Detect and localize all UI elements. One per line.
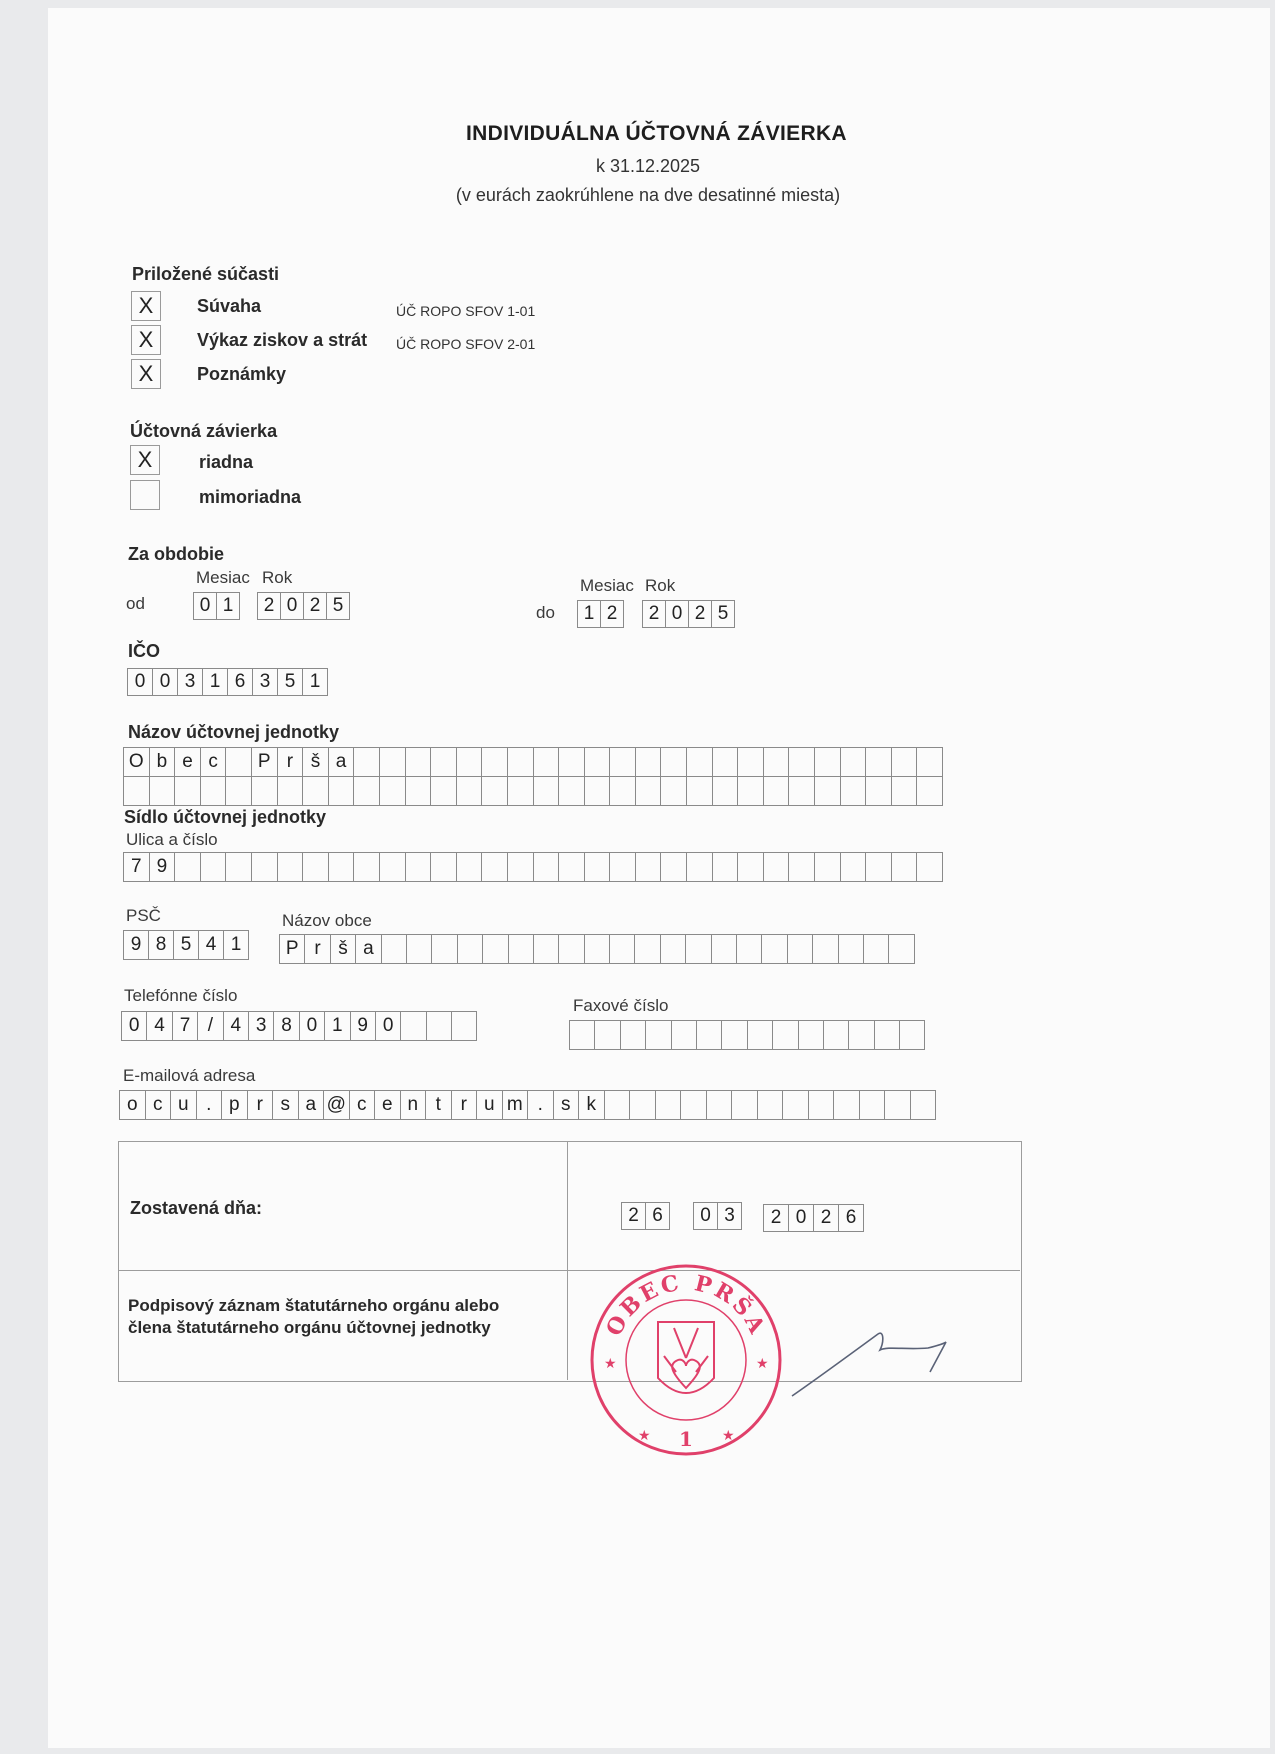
char-cell[interactable] (558, 776, 585, 806)
char-cell[interactable] (430, 852, 457, 882)
char-cell[interactable] (838, 934, 864, 964)
char-cell[interactable] (629, 1090, 656, 1120)
phone-cells[interactable] (122, 1011, 477, 1041)
char-cell[interactable]: 9 (123, 930, 149, 960)
char-cell[interactable] (660, 747, 687, 777)
char-cell[interactable]: 5 (326, 592, 350, 620)
char-cell[interactable] (712, 852, 739, 882)
char-cell[interactable]: 1 (302, 668, 328, 696)
stamp-star-icon: ★ (756, 1355, 769, 1371)
char-cell[interactable]: 2 (642, 600, 666, 628)
char-cell[interactable] (277, 776, 304, 806)
code-vykaz: ÚČ ROPO SFOV 2-01 (396, 336, 536, 352)
to-year-cells[interactable] (643, 600, 735, 628)
char-cell[interactable] (609, 934, 635, 964)
city-label: Názov obce (282, 911, 372, 930)
char-cell[interactable] (533, 747, 560, 777)
char-cell[interactable]: 9 (149, 852, 176, 882)
char-cell[interactable] (456, 852, 483, 882)
fax-label: Faxové číslo (573, 996, 669, 1015)
from-month-label: Mesiac (196, 568, 250, 587)
char-cell[interactable] (533, 852, 560, 882)
to-label: do (536, 603, 555, 622)
char-cell[interactable]: u (476, 1090, 503, 1120)
char-cell[interactable] (747, 1020, 773, 1050)
char-cell[interactable]: 0 (693, 1202, 718, 1230)
char-cell[interactable]: 1 (223, 930, 249, 960)
char-cell[interactable] (328, 776, 355, 806)
char-cell[interactable]: m (502, 1090, 529, 1120)
char-cell[interactable]: 0 (127, 668, 153, 696)
char-cell[interactable]: p (221, 1090, 248, 1120)
document-title: INDIVIDUÁLNA ÚČTOVNÁ ZÁVIERKA (466, 122, 847, 145)
char-cell[interactable]: 2 (813, 1204, 839, 1232)
street-label: Ulica a číslo (126, 830, 218, 849)
char-cell[interactable] (400, 1011, 426, 1041)
label-riadna: riadna (199, 452, 254, 472)
char-cell[interactable] (431, 934, 457, 964)
char-cell[interactable]: 2 (621, 1202, 646, 1230)
char-cell[interactable] (865, 747, 892, 777)
footer-divider-vertical (567, 1141, 568, 1380)
char-cell[interactable] (481, 776, 508, 806)
char-cell[interactable]: t (425, 1090, 452, 1120)
char-cell[interactable]: 6 (645, 1202, 670, 1230)
char-cell[interactable]: 1 (577, 600, 601, 628)
email-cells[interactable] (120, 1090, 936, 1120)
psc-cells[interactable] (124, 930, 249, 960)
char-cell[interactable] (787, 934, 813, 964)
label-vykaz: Výkaz ziskov a strát (197, 330, 368, 350)
signature-label-line1: Podpisový záznam štatutárneho orgánu alebo (128, 1296, 500, 1315)
char-cell[interactable]: 2 (688, 600, 712, 628)
stamp-star-icon: ★ (722, 1427, 735, 1443)
char-cell[interactable] (353, 776, 380, 806)
char-cell[interactable] (584, 852, 611, 882)
char-cell[interactable]: 5 (277, 668, 303, 696)
handwritten-signature (788, 1320, 958, 1400)
char-cell[interactable] (481, 852, 508, 882)
char-cell[interactable]: 2 (257, 592, 281, 620)
char-cell[interactable] (696, 1020, 722, 1050)
char-cell[interactable] (635, 747, 662, 777)
char-cell[interactable]: 7 (172, 1011, 198, 1041)
signature-label-line2: člena štatutárneho orgánu účtovnej jednotky (128, 1318, 491, 1337)
currency-note: (v eurách zaokrúhlene na dve desatinné miesta) (455, 185, 841, 205)
char-cell[interactable] (405, 852, 432, 882)
char-cell[interactable]: š (330, 934, 356, 964)
char-cell[interactable]: s (553, 1090, 580, 1120)
char-cell[interactable] (891, 852, 918, 882)
char-cell[interactable] (645, 1020, 671, 1050)
char-cell[interactable] (225, 747, 252, 777)
to-year-label: Rok (645, 576, 676, 595)
char-cell[interactable] (686, 776, 713, 806)
char-cell[interactable] (225, 852, 252, 882)
char-cell[interactable]: r (304, 934, 330, 964)
char-cell[interactable] (451, 1011, 477, 1041)
char-cell[interactable] (782, 1090, 809, 1120)
char-cell[interactable]: 1 (202, 668, 228, 696)
char-cell[interactable] (712, 776, 739, 806)
char-cell[interactable] (507, 776, 534, 806)
char-cell[interactable]: c (145, 1090, 172, 1120)
char-cell[interactable] (584, 934, 610, 964)
fax-cells[interactable] (570, 1020, 925, 1050)
char-cell[interactable]: 0 (280, 592, 304, 620)
char-cell[interactable] (174, 852, 201, 882)
code-suvaha: ÚČ ROPO SFOV 1-01 (396, 303, 536, 319)
char-cell[interactable]: P (279, 934, 305, 964)
char-cell[interactable] (874, 1020, 900, 1050)
char-cell[interactable] (808, 1090, 835, 1120)
char-cell[interactable] (916, 776, 943, 806)
char-cell[interactable] (302, 776, 329, 806)
from-year-label: Rok (262, 568, 293, 587)
official-stamp (586, 1260, 786, 1460)
char-cell[interactable] (737, 747, 764, 777)
char-cell[interactable]: . (196, 1090, 223, 1120)
email-label: E-mailová adresa (123, 1066, 256, 1085)
label-suvaha: Súvaha (197, 296, 262, 316)
char-cell[interactable] (660, 852, 687, 882)
char-cell[interactable]: n (400, 1090, 427, 1120)
char-cell[interactable] (558, 934, 584, 964)
char-cell[interactable] (863, 934, 889, 964)
char-cell[interactable] (251, 852, 278, 882)
char-cell[interactable] (405, 747, 432, 777)
char-cell[interactable] (609, 776, 636, 806)
char-cell[interactable]: @ (323, 1090, 350, 1120)
char-cell[interactable] (482, 934, 508, 964)
compiled-year-cells[interactable] (764, 1204, 864, 1232)
char-cell[interactable] (200, 776, 227, 806)
char-cell[interactable] (604, 1090, 631, 1120)
char-cell[interactable] (899, 1020, 925, 1050)
char-cell[interactable] (916, 852, 943, 882)
char-cell[interactable] (731, 1090, 758, 1120)
char-cell[interactable] (635, 776, 662, 806)
char-cell[interactable] (680, 1090, 707, 1120)
char-cell[interactable] (457, 934, 483, 964)
char-cell[interactable]: 2 (303, 592, 327, 620)
char-cell[interactable] (761, 934, 787, 964)
char-cell[interactable] (865, 852, 892, 882)
char-cell[interactable] (840, 747, 867, 777)
char-cell[interactable] (660, 934, 686, 964)
compiled-month-cells[interactable] (694, 1202, 742, 1230)
char-cell[interactable] (174, 776, 201, 806)
char-cell[interactable]: a (298, 1090, 325, 1120)
city-cells[interactable] (280, 934, 915, 964)
char-cell[interactable]: 0 (152, 668, 178, 696)
char-cell[interactable]: r (451, 1090, 478, 1120)
stamp-star-icon: ★ (638, 1427, 651, 1443)
char-cell[interactable]: 0 (375, 1011, 401, 1041)
char-cell[interactable] (763, 852, 790, 882)
char-cell[interactable] (757, 1090, 784, 1120)
char-cell[interactable] (798, 1020, 824, 1050)
char-cell[interactable]: 5 (711, 600, 735, 628)
char-cell[interactable] (149, 776, 176, 806)
char-cell[interactable]: r (277, 747, 304, 777)
attachments-heading: Priložené súčasti (132, 264, 280, 284)
footer-divider-horizontal (118, 1270, 1020, 1271)
char-cell[interactable]: s (272, 1090, 299, 1120)
char-cell[interactable]: a (355, 934, 381, 964)
char-cell[interactable] (584, 747, 611, 777)
char-cell[interactable] (891, 747, 918, 777)
char-cell[interactable] (763, 747, 790, 777)
char-cell[interactable] (671, 1020, 697, 1050)
char-cell[interactable] (833, 1090, 860, 1120)
char-cell[interactable]: P (251, 747, 278, 777)
char-cell[interactable] (558, 852, 585, 882)
char-cell[interactable] (737, 852, 764, 882)
char-cell[interactable] (508, 934, 534, 964)
phone-label: Telefónne číslo (124, 986, 238, 1005)
char-cell[interactable] (481, 747, 508, 777)
char-cell[interactable]: c (200, 747, 227, 777)
to-month-cells[interactable] (578, 600, 624, 628)
date-line: k 31.12.2025 (595, 156, 701, 176)
char-cell[interactable]: 0 (121, 1011, 147, 1041)
checkbox-mimoriadna[interactable] (130, 480, 160, 510)
char-cell[interactable] (507, 852, 534, 882)
char-cell[interactable] (533, 934, 559, 964)
char-cell[interactable] (251, 776, 278, 806)
char-cell[interactable] (814, 852, 841, 882)
char-cell[interactable] (772, 1020, 798, 1050)
char-cell[interactable] (884, 1090, 911, 1120)
char-cell[interactable]: 8 (148, 930, 174, 960)
char-cell[interactable]: 4 (223, 1011, 249, 1041)
char-cell[interactable] (353, 747, 380, 777)
char-cell[interactable]: 2 (600, 600, 624, 628)
char-cell[interactable] (660, 776, 687, 806)
char-cell[interactable] (328, 852, 355, 882)
char-cell[interactable]: u (170, 1090, 197, 1120)
char-cell[interactable] (711, 934, 737, 964)
char-cell[interactable] (635, 852, 662, 882)
char-cell[interactable]: e (174, 747, 201, 777)
char-cell[interactable] (379, 747, 406, 777)
char-cell[interactable] (891, 776, 918, 806)
char-cell[interactable] (788, 747, 815, 777)
char-cell[interactable]: 4 (198, 930, 224, 960)
char-cell[interactable]: 3 (248, 1011, 274, 1041)
char-cell[interactable] (430, 776, 457, 806)
char-cell[interactable] (406, 934, 432, 964)
char-cell[interactable] (302, 852, 329, 882)
char-cell[interactable] (620, 1020, 646, 1050)
entity-name-line2[interactable] (124, 776, 943, 806)
char-cell[interactable] (916, 747, 943, 777)
char-cell[interactable] (712, 747, 739, 777)
char-cell[interactable]: 6 (838, 1204, 864, 1232)
char-cell[interactable] (848, 1020, 874, 1050)
stamp-number: 1 (679, 1427, 693, 1451)
char-cell[interactable] (426, 1011, 452, 1041)
stamp-star-icon: ★ (604, 1355, 617, 1371)
char-cell[interactable]: a (328, 747, 355, 777)
char-cell[interactable]: / (197, 1011, 223, 1041)
char-cell[interactable]: . (527, 1090, 554, 1120)
char-cell[interactable] (225, 776, 252, 806)
char-cell[interactable]: 0 (788, 1204, 814, 1232)
char-cell[interactable] (584, 776, 611, 806)
statement-type-heading: Účtovná závierka (130, 421, 278, 441)
char-cell[interactable]: c (349, 1090, 376, 1120)
char-cell[interactable] (859, 1090, 886, 1120)
compiled-day-cells[interactable] (622, 1202, 670, 1230)
char-cell[interactable] (507, 747, 534, 777)
char-cell[interactable]: 3 (717, 1202, 742, 1230)
char-cell[interactable]: 0 (193, 592, 217, 620)
char-cell[interactable] (634, 934, 660, 964)
char-cell[interactable] (277, 852, 304, 882)
char-cell[interactable] (788, 852, 815, 882)
char-cell[interactable] (823, 1020, 849, 1050)
coat-of-arms-icon (658, 1322, 714, 1393)
ico-label: IČO (128, 641, 161, 661)
char-cell[interactable] (655, 1090, 682, 1120)
from-label: od (126, 594, 145, 613)
char-cell[interactable]: 2 (763, 1204, 789, 1232)
char-cell[interactable] (430, 747, 457, 777)
char-cell[interactable] (456, 776, 483, 806)
char-cell[interactable] (379, 852, 406, 882)
char-cell[interactable]: o (119, 1090, 146, 1120)
char-cell[interactable] (736, 934, 762, 964)
char-cell[interactable] (123, 776, 150, 806)
char-cell[interactable]: r (247, 1090, 274, 1120)
char-cell[interactable] (888, 934, 914, 964)
period-heading: Za obdobie (128, 544, 224, 564)
char-cell[interactable] (381, 934, 407, 964)
char-cell[interactable]: 0 (299, 1011, 325, 1041)
char-cell[interactable] (569, 1020, 595, 1050)
char-cell[interactable] (594, 1020, 620, 1050)
char-cell[interactable] (533, 776, 560, 806)
char-cell[interactable] (910, 1090, 937, 1120)
char-cell[interactable] (353, 852, 380, 882)
compiled-label: Zostavená dňa: (130, 1198, 263, 1218)
char-cell[interactable]: 7 (123, 852, 150, 882)
char-cell[interactable] (865, 776, 892, 806)
from-month-cells[interactable] (194, 592, 240, 620)
char-cell[interactable] (812, 934, 838, 964)
checkbox-poznamky[interactable]: X (131, 359, 161, 389)
char-cell[interactable] (686, 852, 713, 882)
label-mimoriadna: mimoriadna (199, 487, 302, 507)
char-cell[interactable]: 3 (252, 668, 278, 696)
char-cell[interactable] (763, 776, 790, 806)
char-cell[interactable]: š (302, 747, 329, 777)
char-cell[interactable] (840, 776, 867, 806)
char-cell[interactable] (609, 852, 636, 882)
char-cell[interactable]: O (123, 747, 150, 777)
char-cell[interactable]: 4 (146, 1011, 172, 1041)
char-cell[interactable] (840, 852, 867, 882)
char-cell[interactable]: 5 (173, 930, 199, 960)
char-cell[interactable]: 3 (177, 668, 203, 696)
char-cell[interactable] (609, 747, 636, 777)
entity-name-line1[interactable] (124, 747, 943, 777)
stamp-text: OBEC PRŠA (601, 1269, 771, 1341)
label-poznamky: Poznámky (197, 364, 287, 384)
char-cell[interactable]: 8 (273, 1011, 299, 1041)
char-cell[interactable] (788, 776, 815, 806)
char-cell[interactable] (737, 776, 764, 806)
char-cell[interactable] (685, 934, 711, 964)
document-page (48, 8, 1270, 1748)
char-cell[interactable] (721, 1020, 747, 1050)
char-cell[interactable] (456, 747, 483, 777)
char-cell[interactable] (558, 747, 585, 777)
checkbox-riadna[interactable]: X (130, 445, 160, 475)
checkbox-suvaha[interactable]: X (131, 291, 161, 321)
to-month-label: Mesiac (580, 576, 634, 595)
entity-name-label: Názov účtovnej jednotky (128, 722, 340, 742)
char-cell[interactable] (814, 747, 841, 777)
char-cell[interactable]: k (578, 1090, 605, 1120)
char-cell[interactable] (686, 747, 713, 777)
char-cell[interactable]: 0 (665, 600, 689, 628)
char-cell[interactable] (200, 852, 227, 882)
char-cell[interactable] (379, 776, 406, 806)
from-year-cells[interactable] (258, 592, 350, 620)
char-cell[interactable]: 6 (227, 668, 253, 696)
psc-label: PSČ (126, 906, 161, 925)
char-cell[interactable] (405, 776, 432, 806)
char-cell[interactable]: b (149, 747, 176, 777)
char-cell[interactable] (706, 1090, 733, 1120)
char-cell[interactable] (814, 776, 841, 806)
char-cell[interactable]: 1 (216, 592, 240, 620)
seat-label: Sídlo účtovnej jednotky (124, 807, 327, 827)
char-cell[interactable]: 1 (324, 1011, 350, 1041)
svg-text:OBEC PRŠA (601, 1270, 771, 1341)
street-cells[interactable] (124, 852, 943, 882)
char-cell[interactable]: 9 (350, 1011, 376, 1041)
char-cell[interactable]: e (374, 1090, 401, 1120)
checkbox-vykaz[interactable]: X (131, 325, 161, 355)
ico-cells[interactable] (128, 668, 328, 696)
